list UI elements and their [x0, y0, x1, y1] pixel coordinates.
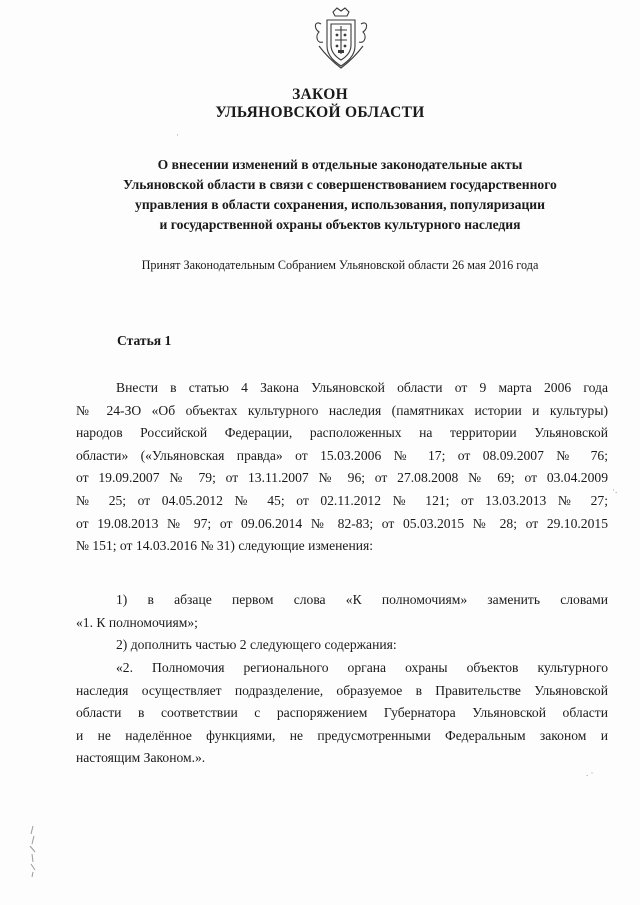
amendment-item-2 — [76, 634, 608, 657]
article-paragraph — [76, 377, 608, 558]
paragraph-line: наследия осуществляет подразделение, образуемое в Правительстве Ульяновской — [76, 682, 608, 698]
doc-type: ЗАКОН — [292, 86, 348, 103]
quoted-text — [76, 657, 608, 770]
paragraph-line: 2) дополнить частью 2 следующего содержания: — [116, 637, 397, 652]
coat-of-arms-emblem-icon — [311, 6, 371, 72]
paragraph-line: от 19.09.2007 № 79; от 13.11.2007 № 96; от 27.08.2008 № 69; от 03.04.2009 — [76, 470, 608, 486]
subject-line: и государственной охраны объектов культурного наследия — [159, 217, 521, 232]
paragraph-line: области в соответствии с распоряжением Губернатора Ульяновской области — [76, 705, 608, 721]
law-subject — [60, 155, 620, 235]
paragraph-line: «1. К полномочиям»; — [76, 614, 198, 630]
paragraph-line: и не наделённое функциями, не предусмотренными Федеральным законом и — [76, 727, 608, 743]
scan-speck: . · — [586, 768, 594, 778]
subject-line: Ульяновской области в связи с совершенствованием государственного — [123, 177, 557, 192]
scan-speck: ·. — [612, 485, 618, 495]
amendment-item-1 — [76, 589, 608, 634]
region-name: УЛЬЯНОВСКОЙ ОБЛАСТИ — [215, 104, 425, 121]
subject-line: управления в области сохранения, использования, популяризации — [135, 197, 545, 212]
paragraph-line: 1) в абзаце первом слова «К полномочиям» заменить словами — [116, 592, 608, 607]
article-heading: Статья 1 — [117, 333, 172, 348]
paragraph-line: № 24-ЗО «Об объектах культурного наследия (памятниках истории и культуры) — [76, 402, 608, 418]
paragraph-line: настоящим Законом.». — [76, 750, 206, 766]
paragraph-line: № 25; от 04.05.2012 № 45; от 02.11.2012 № 121; от 13.03.2013 № 27; — [76, 492, 608, 508]
paragraph-line: «2. Полномочия регионального органа охраны объектов культурного — [116, 660, 608, 675]
paragraph-line: народов Российской Федерации, расположенных на территории Ульяновской — [76, 425, 608, 441]
document-title — [0, 86, 640, 122]
paragraph-line: от 19.08.2013 № 97; от 09.06.2014 № 82-83; от 05.03.2015 № 28; от 29.10.2015 — [76, 515, 608, 531]
paragraph-line: Внести в статью 4 Закона Ульяновской области от 9 марта 2006 года — [116, 380, 608, 395]
scan-margin-mark — [26, 824, 40, 878]
scan-speck: · — [176, 130, 179, 140]
adoption-note: Принят Законодательным Собранием Ульяновской области 26 мая 2016 года — [141, 258, 539, 272]
subject-line: О внесении изменений в отдельные законодательные акты — [157, 157, 523, 172]
paragraph-line: области» («Ульяновская правда» от 15.03.2006 № 17; от 08.09.2007 № 76; — [76, 447, 608, 463]
paragraph-line: № 151; от 14.03.2016 № 31) следующие изменения: — [76, 538, 374, 554]
